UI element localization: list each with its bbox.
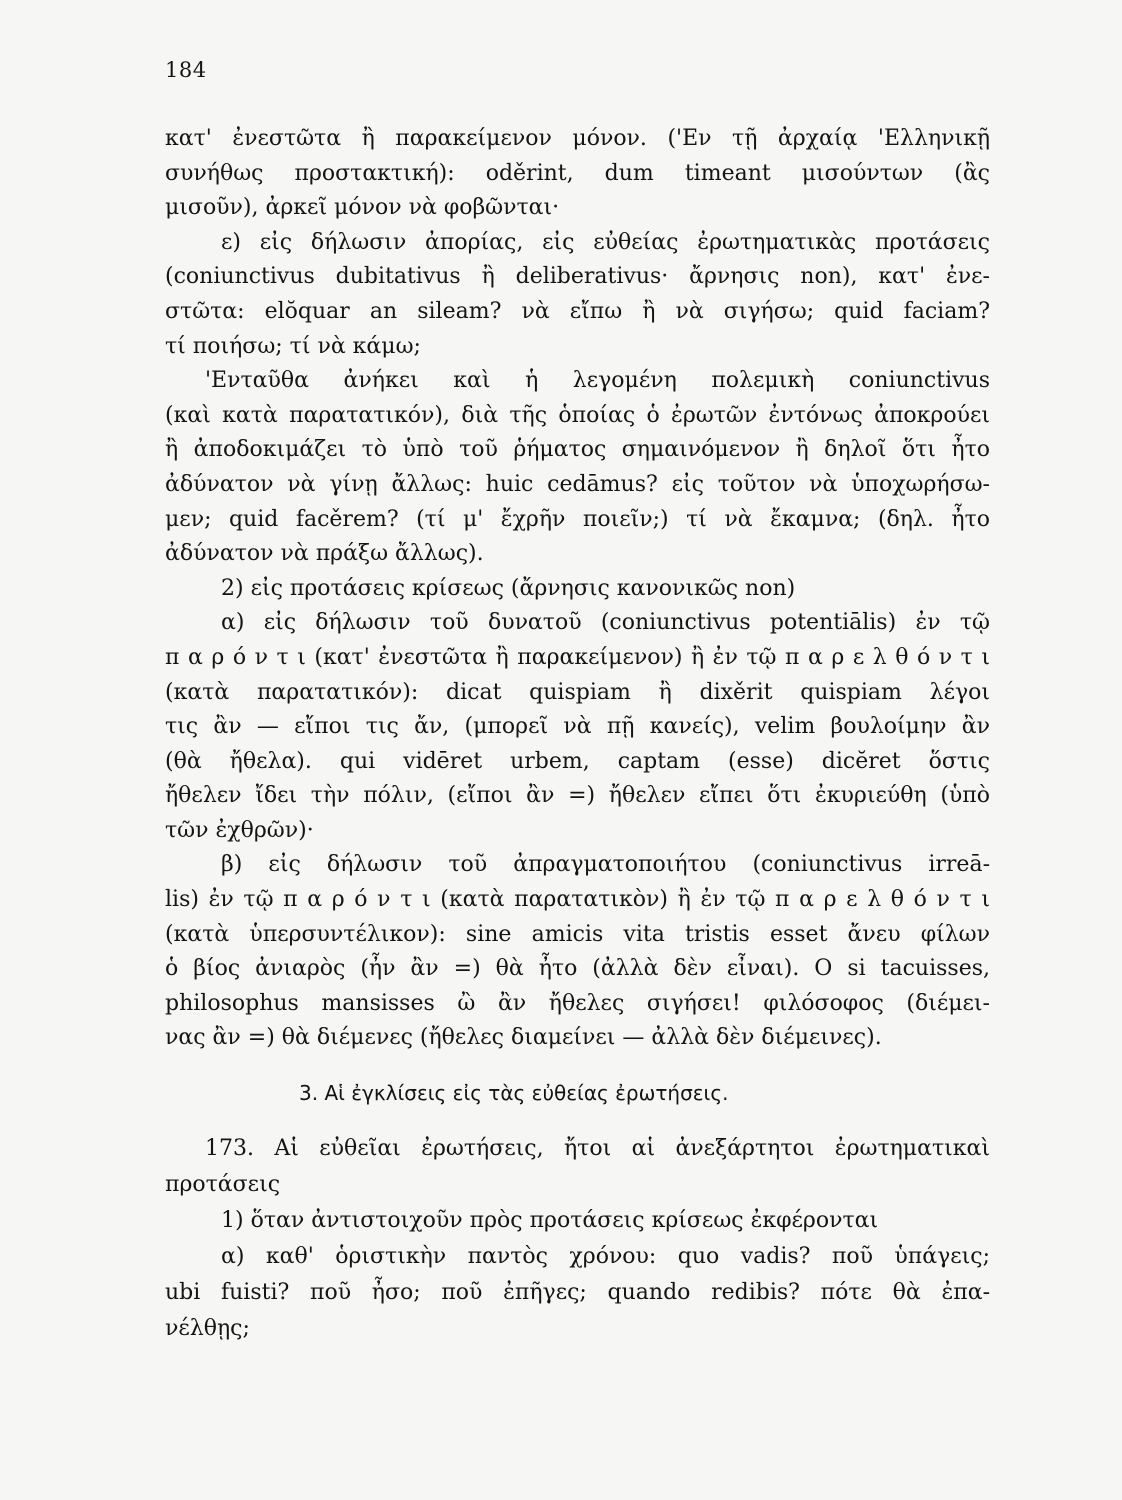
text-line: β) εἰς δήλωσιν τοῦ ἀπραγματοποιήτου (coniunctivus irreā- (221, 852, 990, 878)
text-line: (κατὰ παρατατικόν): dicat quispiam ἢ dixěrit quispiam λέγοι (165, 679, 990, 705)
text-line: α) καθ' ὁριστικὴν παντὸς χρόνου: quo vadis? ποῦ ὑπάγεις; (221, 1243, 990, 1269)
text-line: ε) εἰς δήλωσιν ἀπορίας, εἰς εὐθείας ἐρωτηματικὰς προτάσεις (221, 229, 990, 255)
text-line: ἢ ἀποδοκιμάζει τὸ ὑπὸ τοῦ ῥήματος σημαινόμενον ἢ δηλοῖ ὅτι ἦτο (165, 437, 990, 463)
text-line: (θὰ ἤθελα). qui vidēret urbem, captam (esse) dicĕret ὅστις (165, 748, 990, 774)
spacer (165, 1056, 990, 1076)
text-line: συνήθως προστακτική): oděrint, dum timeant μισούντων (ἂς (165, 160, 990, 186)
text-line: 'Ενταῦθα ἀνήκει καὶ ἡ λεγομένη πολεμικὴ coniunctivus (205, 368, 990, 394)
text-line: τις ἂν — εἴποι τις ἄν, (μπορεῖ νὰ πῇ κανείς), velim βουλοίμην ἂν (165, 714, 990, 740)
text-line: νέλθῃς; (165, 1315, 250, 1341)
text-line: κατ' ἐνεστῶτα ἢ παρακείμενον μόνον. ('Εν τῇ ἀρχαίᾳ 'Ελληνικῇ (165, 126, 990, 151)
text-line: μισοῦν), ἀρκεῖ μόνον νὰ φοβῶνται· (165, 195, 560, 221)
page-number: 184 (165, 58, 207, 82)
text-line: στῶτα: elŏquar an sileam? νὰ εἴπω ἢ νὰ σιγήσω; quid faciam? (165, 298, 990, 324)
text-line: νας ἂν =) θὰ διέμενες (ἤθελες διαμείνει — ἀλλὰ δὲν διέμεινες). (165, 1025, 882, 1051)
text-line: (κατὰ ὑπερσυντέλικον): sine amicis vita tristis esset ἄνευ φίλων (165, 921, 990, 947)
section-heading: 3. Αἱ ἐγκλίσεις εἰς τὰς εὐθείας ἐρωτήσεις. (299, 1081, 729, 1106)
text-line: ἀδύνατον νὰ πράξω ἄλλως). (165, 541, 484, 567)
text-line: lis) ἐν τῷ π α ρ ό ν τ ι (κατὰ παρατατικὸν) ἢ ἐν τῷ π α ρ ε λ θ ό ν τ ι (165, 887, 990, 913)
text-line: π α ρ ό ν τ ι (κατ' ἐνεστῶτα ἢ παρακείμενον) ἢ ἐν τῷ π α ρ ε λ θ ό ν τ ι (165, 644, 990, 670)
spacer (165, 1111, 990, 1131)
main-text (165, 122, 990, 1347)
text-line: (καὶ κατὰ παρατατικόν), διὰ τῆς ὁποίας ὁ ἐρωτῶν ἐντόνως ἀποκρούει (165, 402, 990, 428)
text-line: ἀδύνατον νὰ γίνῃ ἄλλως: huic cedāmus? εἰς τοῦτον νὰ ὑποχωρήσω- (165, 471, 990, 497)
text-line: τί ποιήσω; τί νὰ κάμω; (165, 333, 421, 359)
text-line: α) εἰς δήλωσιν τοῦ δυνατοῦ (coniunctivus potentiālis) ἐν τῷ (221, 610, 990, 636)
text-line: μεν; quid facěrem? (τί μ' ἔχρῆν ποιεῖν;) τί νὰ ἔκαμνα; (δηλ. ἦτο (165, 506, 990, 532)
text-line: προτάσεις (165, 1171, 281, 1197)
paragraph-173 (165, 1131, 990, 1347)
text-line: ubi fuisti? ποῦ ἦσο; ποῦ ἐπῆγες; quando redibis? πότε θὰ ἐπα- (165, 1279, 990, 1305)
text-line: 1) ὅταν ἀντιστοιχοῦν πρὸς προτάσεις κρίσεως ἐκφέρονται (221, 1207, 879, 1233)
text-line: (coniunctivus dubitativus ἢ deliberativus· ἄρνησις non), κατ' ἐνε- (165, 264, 990, 290)
text-line: ὁ βίος ἀνιαρὸς (ἦν ἂν =) θὰ ἦτο (ἀλλὰ δὲν εἶναι). O si tacuisses, (165, 956, 990, 982)
text-line: philosophus mansisses ὢ ἂν ἤθελες σιγήσει! φιλόσοφος (διέμει- (165, 990, 990, 1016)
text-line: τῶν ἐχθρῶν)· (165, 817, 314, 843)
text-line: 173. Αἱ εὐθεῖαι ἐρωτήσεις, ἤτοι αἱ ἀνεξάρτητοι ἐρωτηματικαὶ (205, 1135, 990, 1161)
text-line: ἤθελεν ἴδει τὴν πόλιν, (εἴποι ἂν =) ἤθελεν εἴπει ὅτι ἐκυριεύθη (ὑπὸ (165, 783, 990, 809)
text-line: 2) εἰς προτάσεις κρίσεως (ἄρνησις κανονικῶς non) (221, 575, 796, 601)
